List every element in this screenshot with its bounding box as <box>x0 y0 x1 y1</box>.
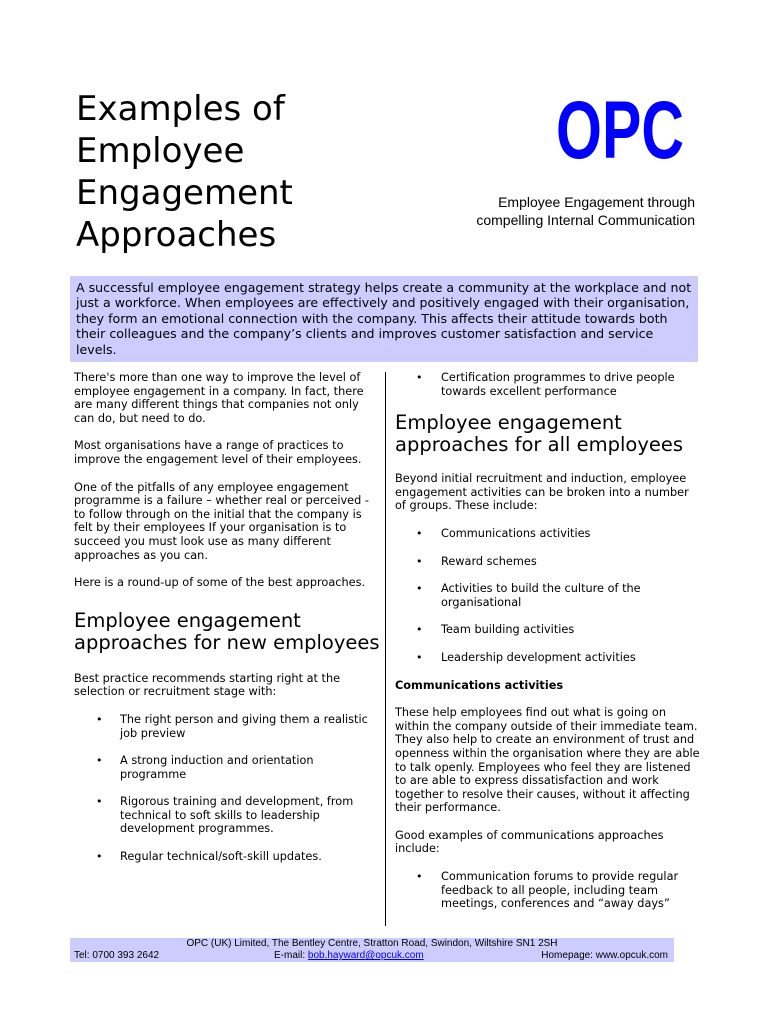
list-item <box>395 527 700 541</box>
list-item <box>395 870 700 911</box>
paragraph: Best practice recommends starting right at the selection or recruitment stage with: <box>74 671 341 699</box>
section-heading: Employee engagement approaches for new employees <box>74 608 380 654</box>
document-title <box>76 88 406 256</box>
left-column <box>74 371 380 878</box>
bullet-icon: • <box>96 712 103 726</box>
list-item <box>74 713 380 740</box>
list-item <box>395 555 700 569</box>
bullet-icon: • <box>416 870 423 884</box>
paragraph: One of the pitfalls of any employee engagement programme is a failure – whether real or perceived - to follow through on the initial that the company is felt by their employees If your organisation is to succeed you must look use as many different approaches as you can. <box>74 480 369 562</box>
bullet-icon: • <box>416 371 423 384</box>
list-item-text: Regular technical/soft-skill updates. <box>120 850 322 864</box>
opc-logo <box>544 80 696 172</box>
list-item <box>74 795 380 836</box>
title-line: Approaches <box>76 215 277 255</box>
list-item-text: Certification programmes to drive people towards excellent performance <box>441 371 675 398</box>
footer <box>70 938 674 962</box>
bullet-list <box>395 870 700 911</box>
list-item-text: Communication forums to provide regular feedback to all people, including team meetings, conferences and “away days” <box>441 870 679 911</box>
title-line: Employee <box>76 131 245 171</box>
right-column <box>395 371 700 925</box>
list-item-text: Rigorous training and development, from technical to soft skills to leadership development programmes. <box>120 795 354 836</box>
title-line: Engagement <box>76 173 293 213</box>
bullet-list <box>395 371 700 398</box>
list-item <box>395 371 700 398</box>
section-heading: Employee engagement approaches for all employees <box>395 411 684 457</box>
paragraph: Here is a round-up of some of the best approaches. <box>74 576 366 590</box>
list-item <box>395 651 700 665</box>
list-item <box>395 623 700 637</box>
footer-telephone: Tel: 0700 393 2642 <box>74 950 160 961</box>
paragraph: These help employees find out what is going on within the company outside of their immediate team. They also help to create an environment of trust and openness within the organisation where they are able to talk openly. Employees who feel they are listened to are able to express dissatisfaction and work together to resolve their causes, without it affecting their performance. <box>395 706 700 815</box>
column-divider <box>385 372 386 926</box>
bullet-icon: • <box>416 582 423 596</box>
footer-address: OPC (UK) Limited, The Bentley Centre, Stratton Road, Swindon, Wiltshire SN1 2SH <box>186 938 558 949</box>
bullet-icon: • <box>416 650 423 664</box>
list-item-text: The right person and giving them a realistic job preview <box>120 712 368 740</box>
bullet-icon: • <box>96 754 103 768</box>
intro-box: A successful employee engagement strategy helps create a community at the workplace and not just a workforce. When employees are effectively and positively engaged with their organisation, they form an emotional connection with the company. This affects their attitude towards both their colleagues and the company’s clients and improves customer satisfaction and service levels. <box>70 276 698 362</box>
list-item-text: A strong induction and orientation programme <box>120 754 314 781</box>
list-item-text: Team building activities <box>441 623 575 637</box>
email-link[interactable]: bob.hayward@opcuk.com <box>307 950 424 961</box>
list-item <box>395 582 700 609</box>
subheading: Communications activities <box>395 678 564 692</box>
list-item-text: Communications activities <box>441 526 591 540</box>
paragraph: Beyond initial recruitment and induction, employee engagement activities can be broken into a number of groups. These include: <box>395 472 689 513</box>
footer-email <box>274 950 424 962</box>
footer-homepage: Homepage: www.opcuk.com <box>541 950 668 961</box>
bullet-icon: • <box>416 623 423 637</box>
bullet-icon: • <box>416 526 423 540</box>
paragraph: Most organisations have a range of practices to improve the engagement level of their employees. <box>74 439 362 466</box>
paragraph: Good examples of communications approaches include: <box>395 828 664 856</box>
bullet-list <box>395 527 700 665</box>
list-item-text: Leadership development activities <box>441 650 636 664</box>
tagline-line: compelling Internal Communication <box>476 212 695 228</box>
paragraph: There's more than one way to improve the level of employee engagement in a company. In fact, there are many different things that companies not only can do, but need to do. <box>74 371 364 425</box>
bullet-list <box>74 713 380 864</box>
bullet-icon: • <box>96 850 103 864</box>
list-item-text: Activities to build the culture of the organisational <box>441 582 641 609</box>
list-item-text: Reward schemes <box>441 554 537 568</box>
bullet-icon: • <box>96 795 103 809</box>
list-item <box>74 754 380 781</box>
list-item <box>74 850 380 864</box>
title-line: Examples of <box>76 89 285 129</box>
tagline-line: Employee Engagement through <box>498 194 695 210</box>
email-label: E-mail: <box>274 950 308 961</box>
bullet-icon: • <box>416 554 423 568</box>
opc-logo-text: OPC <box>556 84 684 172</box>
tagline <box>438 193 695 229</box>
